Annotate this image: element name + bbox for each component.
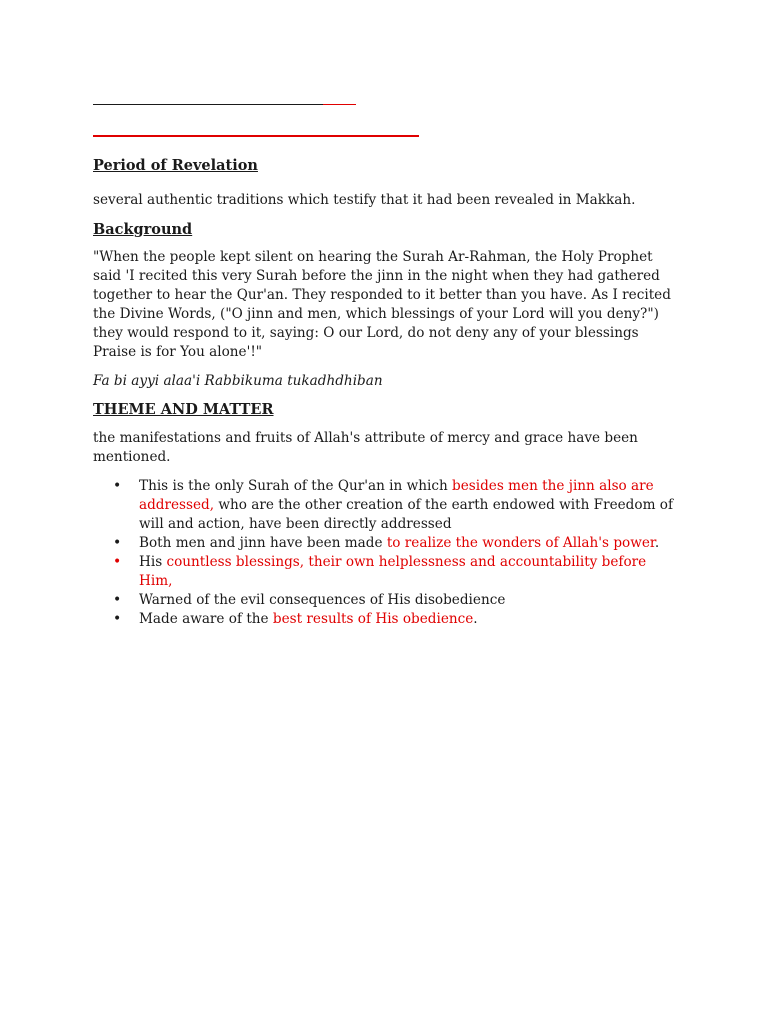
bullet-icon: • <box>113 554 122 570</box>
highlight-text: besides men the jinn also are addressed, <box>139 478 654 513</box>
bullet-icon: • <box>113 535 122 551</box>
list-item: • Both men and jinn have been made to realize the wonders of Allah's power. <box>113 535 660 551</box>
bullet-icon: • <box>113 478 122 494</box>
top-rule-red-long <box>93 135 419 137</box>
top-rule-black <box>93 104 323 105</box>
background-heading: Background <box>93 221 193 238</box>
background-quote: "When the people kept silent on hearing the Surah Ar-Rahman, the Holy Prophet said 'I recited this very Surah before the jinn in the night when they had gathered together to hear the Qur'an. They responded to it better than you have. As I recited the Divine Words, ("O jinn and men, which blessings of your Lord will you deny?") they would respond to it, saying: O our Lord, do not deny any of your blessings Praise is for You alone'!" <box>93 249 671 360</box>
theme-intro: the manifestations and fruits of Allah's attribute of mercy and grace have been mentioned. <box>93 430 638 465</box>
theme-bullet-list <box>93 477 683 629</box>
theme-heading: THEME AND MATTER <box>93 401 274 418</box>
list-item: • His countless blessings, their own helplessness and accountability before Him, <box>113 554 647 589</box>
bullet-icon: • <box>113 592 122 608</box>
top-rule-red-short <box>323 104 356 105</box>
list-item: • Warned of the evil consequences of His disobedience <box>113 592 506 608</box>
list-item: • Made aware of the best results of His obedience. <box>113 611 478 627</box>
highlight-text: countless blessings, their own helplessness and accountability before Him, <box>139 554 647 589</box>
period-text: several authentic traditions which testify that it had been revealed in Makkah. <box>93 192 636 208</box>
period-heading: Period of Revelation <box>93 157 258 174</box>
bullet-icon: • <box>113 611 122 627</box>
list-item: • This is the only Surah of the Qur'an in which besides men the jinn also are addressed, who are the other creation of the earth endowed with Freedom of will and action, have been directly addressed <box>113 478 673 532</box>
transliteration: Fa bi ayyi alaa'i Rabbikuma tukadhdhiban <box>93 373 383 389</box>
highlight-text: best results of His obedience <box>272 611 474 627</box>
highlight-text: to realize the wonders of Allah's power <box>386 535 655 551</box>
